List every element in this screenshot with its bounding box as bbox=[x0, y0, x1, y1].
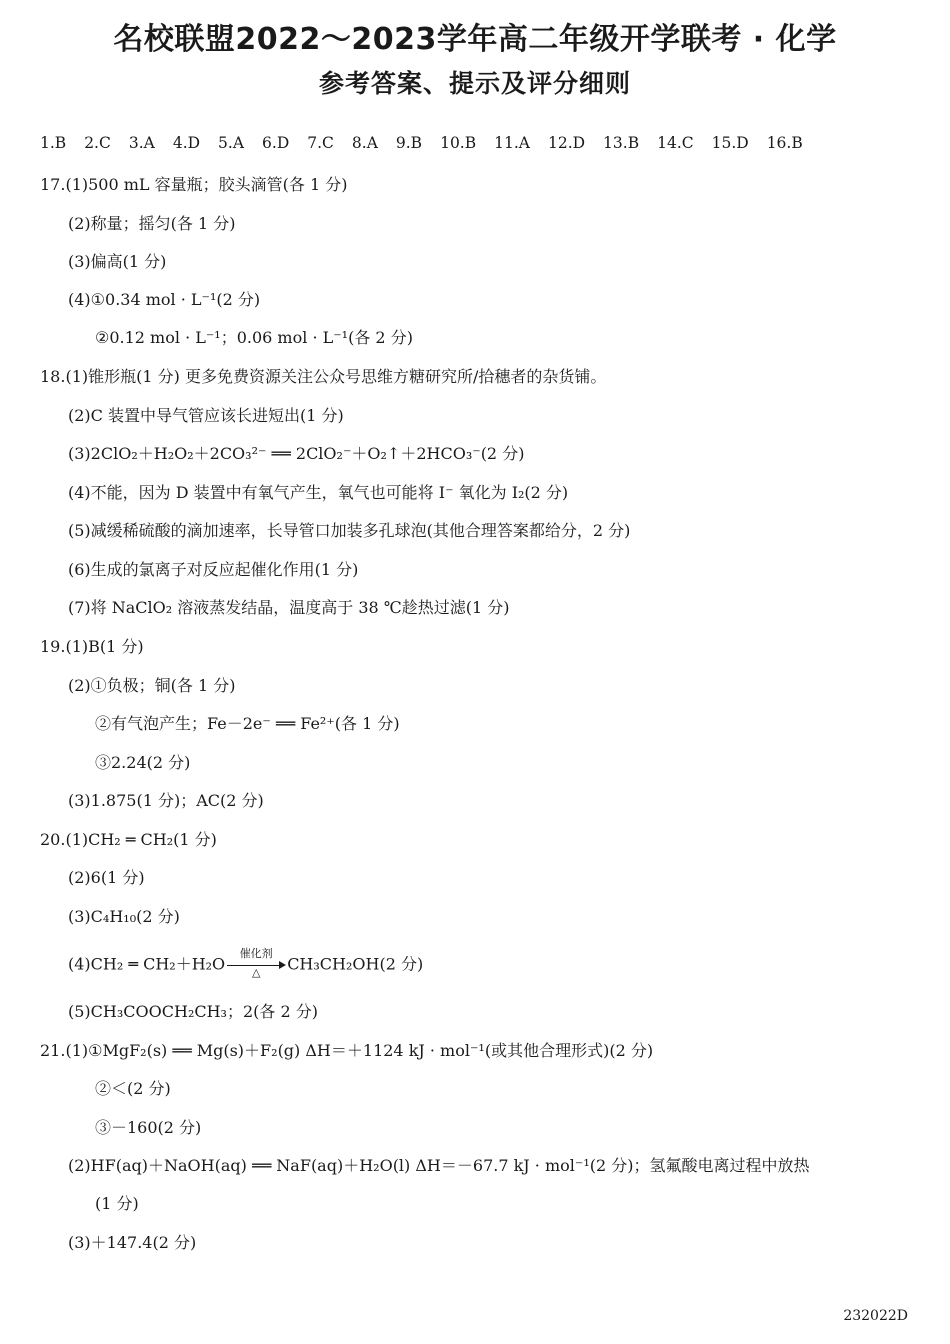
mc-answer: 7.C bbox=[307, 134, 334, 152]
mc-answer: 3.A bbox=[128, 134, 155, 152]
mc-answer: 13.B bbox=[603, 134, 640, 152]
q18-part2: (2)C 装置中导气管应该长进短出(1 分) bbox=[68, 406, 344, 425]
q20-part4-products: CH₃CH₂OH(2 分) bbox=[287, 954, 424, 974]
q21-part1a: 21.(1)①MgF₂(s) ══ Mg(s)＋F₂(g) ΔH＝＋1124 kJ · mol⁻¹(或其他合理形式)(2 分) bbox=[40, 1041, 654, 1060]
mc-answer: 11.A bbox=[494, 134, 530, 152]
q17-part3: (3)偏高(1 分) bbox=[68, 252, 167, 271]
mc-answer: 12.D bbox=[547, 134, 586, 152]
arrow-catalyst-label: 催化剂 bbox=[239, 947, 273, 960]
q20-part5: (5)CH₃COOCH₂CH₃；2(各 2 分) bbox=[68, 1002, 318, 1021]
q21-part2b: (1 分) bbox=[95, 1194, 139, 1213]
mc-answer: 5.A bbox=[218, 134, 245, 152]
q20-part2: (2)6(1 分) bbox=[68, 868, 145, 887]
q19-part1: 19.(1)B(1 分) bbox=[40, 637, 144, 656]
mc-answer: 9.B bbox=[395, 134, 423, 152]
q17-part4b: ②0.12 mol · L⁻¹；0.06 mol · L⁻¹(各 2 分) bbox=[95, 328, 413, 347]
mc-answer: 15.D bbox=[711, 134, 749, 152]
q21-part1c: ③－160(2 分) bbox=[95, 1118, 202, 1137]
q18-part5: (5)减缓稀硫酸的滴加速率，长导管口加装多孔球泡(其他合理答案都给分，2 分) bbox=[68, 521, 631, 540]
q19-part2c: ③2.24(2 分) bbox=[95, 753, 191, 772]
mc-answer: 10.B bbox=[440, 134, 477, 152]
q18-part4: (4)不能，因为 D 装置中有氧气产生，氧气也可能将 I⁻ 氧化为 I₂(2 分) bbox=[68, 483, 569, 502]
q19-part2b: ②有气泡产生；Fe－2e⁻ ══ Fe²⁺(各 1 分) bbox=[95, 714, 400, 733]
multiple-choice-answers bbox=[40, 134, 821, 152]
mc-answer: 6.D bbox=[262, 134, 290, 152]
mc-answer: 2.C bbox=[84, 134, 111, 152]
document-code: 232022D bbox=[843, 1308, 908, 1324]
mc-answer: 14.C bbox=[657, 134, 694, 152]
q18-part3: (3)2ClO₂＋H₂O₂＋2CO₃²⁻ ══ 2ClO₂⁻＋O₂↑＋2HCO₃⁻(2 分) bbox=[68, 444, 525, 463]
q20-part4-reactants: (4)CH₂ ═ CH₂＋H₂O bbox=[68, 954, 226, 974]
mc-answer: 16.B bbox=[766, 134, 803, 152]
q17-part1: 17.(1)500 mL 容量瓶；胶头滴管(各 1 分) bbox=[40, 175, 348, 194]
q20-part1: 20.(1)CH₂ ═ CH₂(1 分) bbox=[40, 830, 217, 849]
q21-part1b: ②＜(2 分) bbox=[95, 1079, 171, 1098]
page-subtitle: 参考答案、提示及评分细则 bbox=[318, 69, 631, 98]
mc-answer: 1.B bbox=[40, 134, 67, 152]
q17-part4a: (4)①0.34 mol · L⁻¹(2 分) bbox=[68, 290, 261, 309]
q19-part2a: (2)①负极；铜(各 1 分) bbox=[68, 676, 236, 695]
arrow-heat-label: △ bbox=[251, 966, 261, 979]
q18-part1: 18.(1)锥形瓶(1 分) 更多免费资源关注公众号思维方糖研究所/拾穗者的杂货铺。 bbox=[40, 367, 607, 386]
q20-part3: (3)C₄H₁₀(2 分) bbox=[68, 907, 180, 926]
q18-part7: (7)将 NaClO₂ 溶液蒸发结晶，温度高于 38 ℃趁热过滤(1 分) bbox=[68, 598, 510, 617]
q21-part3: (3)＋147.4(2 分) bbox=[68, 1233, 197, 1252]
q18-part6: (6)生成的氯离子对反应起催化作用(1 分) bbox=[68, 560, 359, 579]
reaction-arrow bbox=[225, 947, 287, 980]
q20-part4 bbox=[68, 947, 424, 980]
page-title: 名校联盟2022～2023学年高二年级开学联考 · 化学 bbox=[113, 22, 837, 57]
mc-answer: 8.A bbox=[351, 134, 378, 152]
q19-part3: (3)1.875(1 分)；AC(2 分) bbox=[68, 791, 264, 810]
mc-answer: 4.D bbox=[172, 134, 201, 152]
q17-part2: (2)称量；摇匀(各 1 分) bbox=[68, 214, 236, 233]
q21-part2a: (2)HF(aq)＋NaOH(aq) ══ NaF(aq)＋H₂O(l) ΔH＝－67.7 kJ · mol⁻¹(2 分)；氢氟酸电离过程中放热 bbox=[68, 1156, 810, 1175]
